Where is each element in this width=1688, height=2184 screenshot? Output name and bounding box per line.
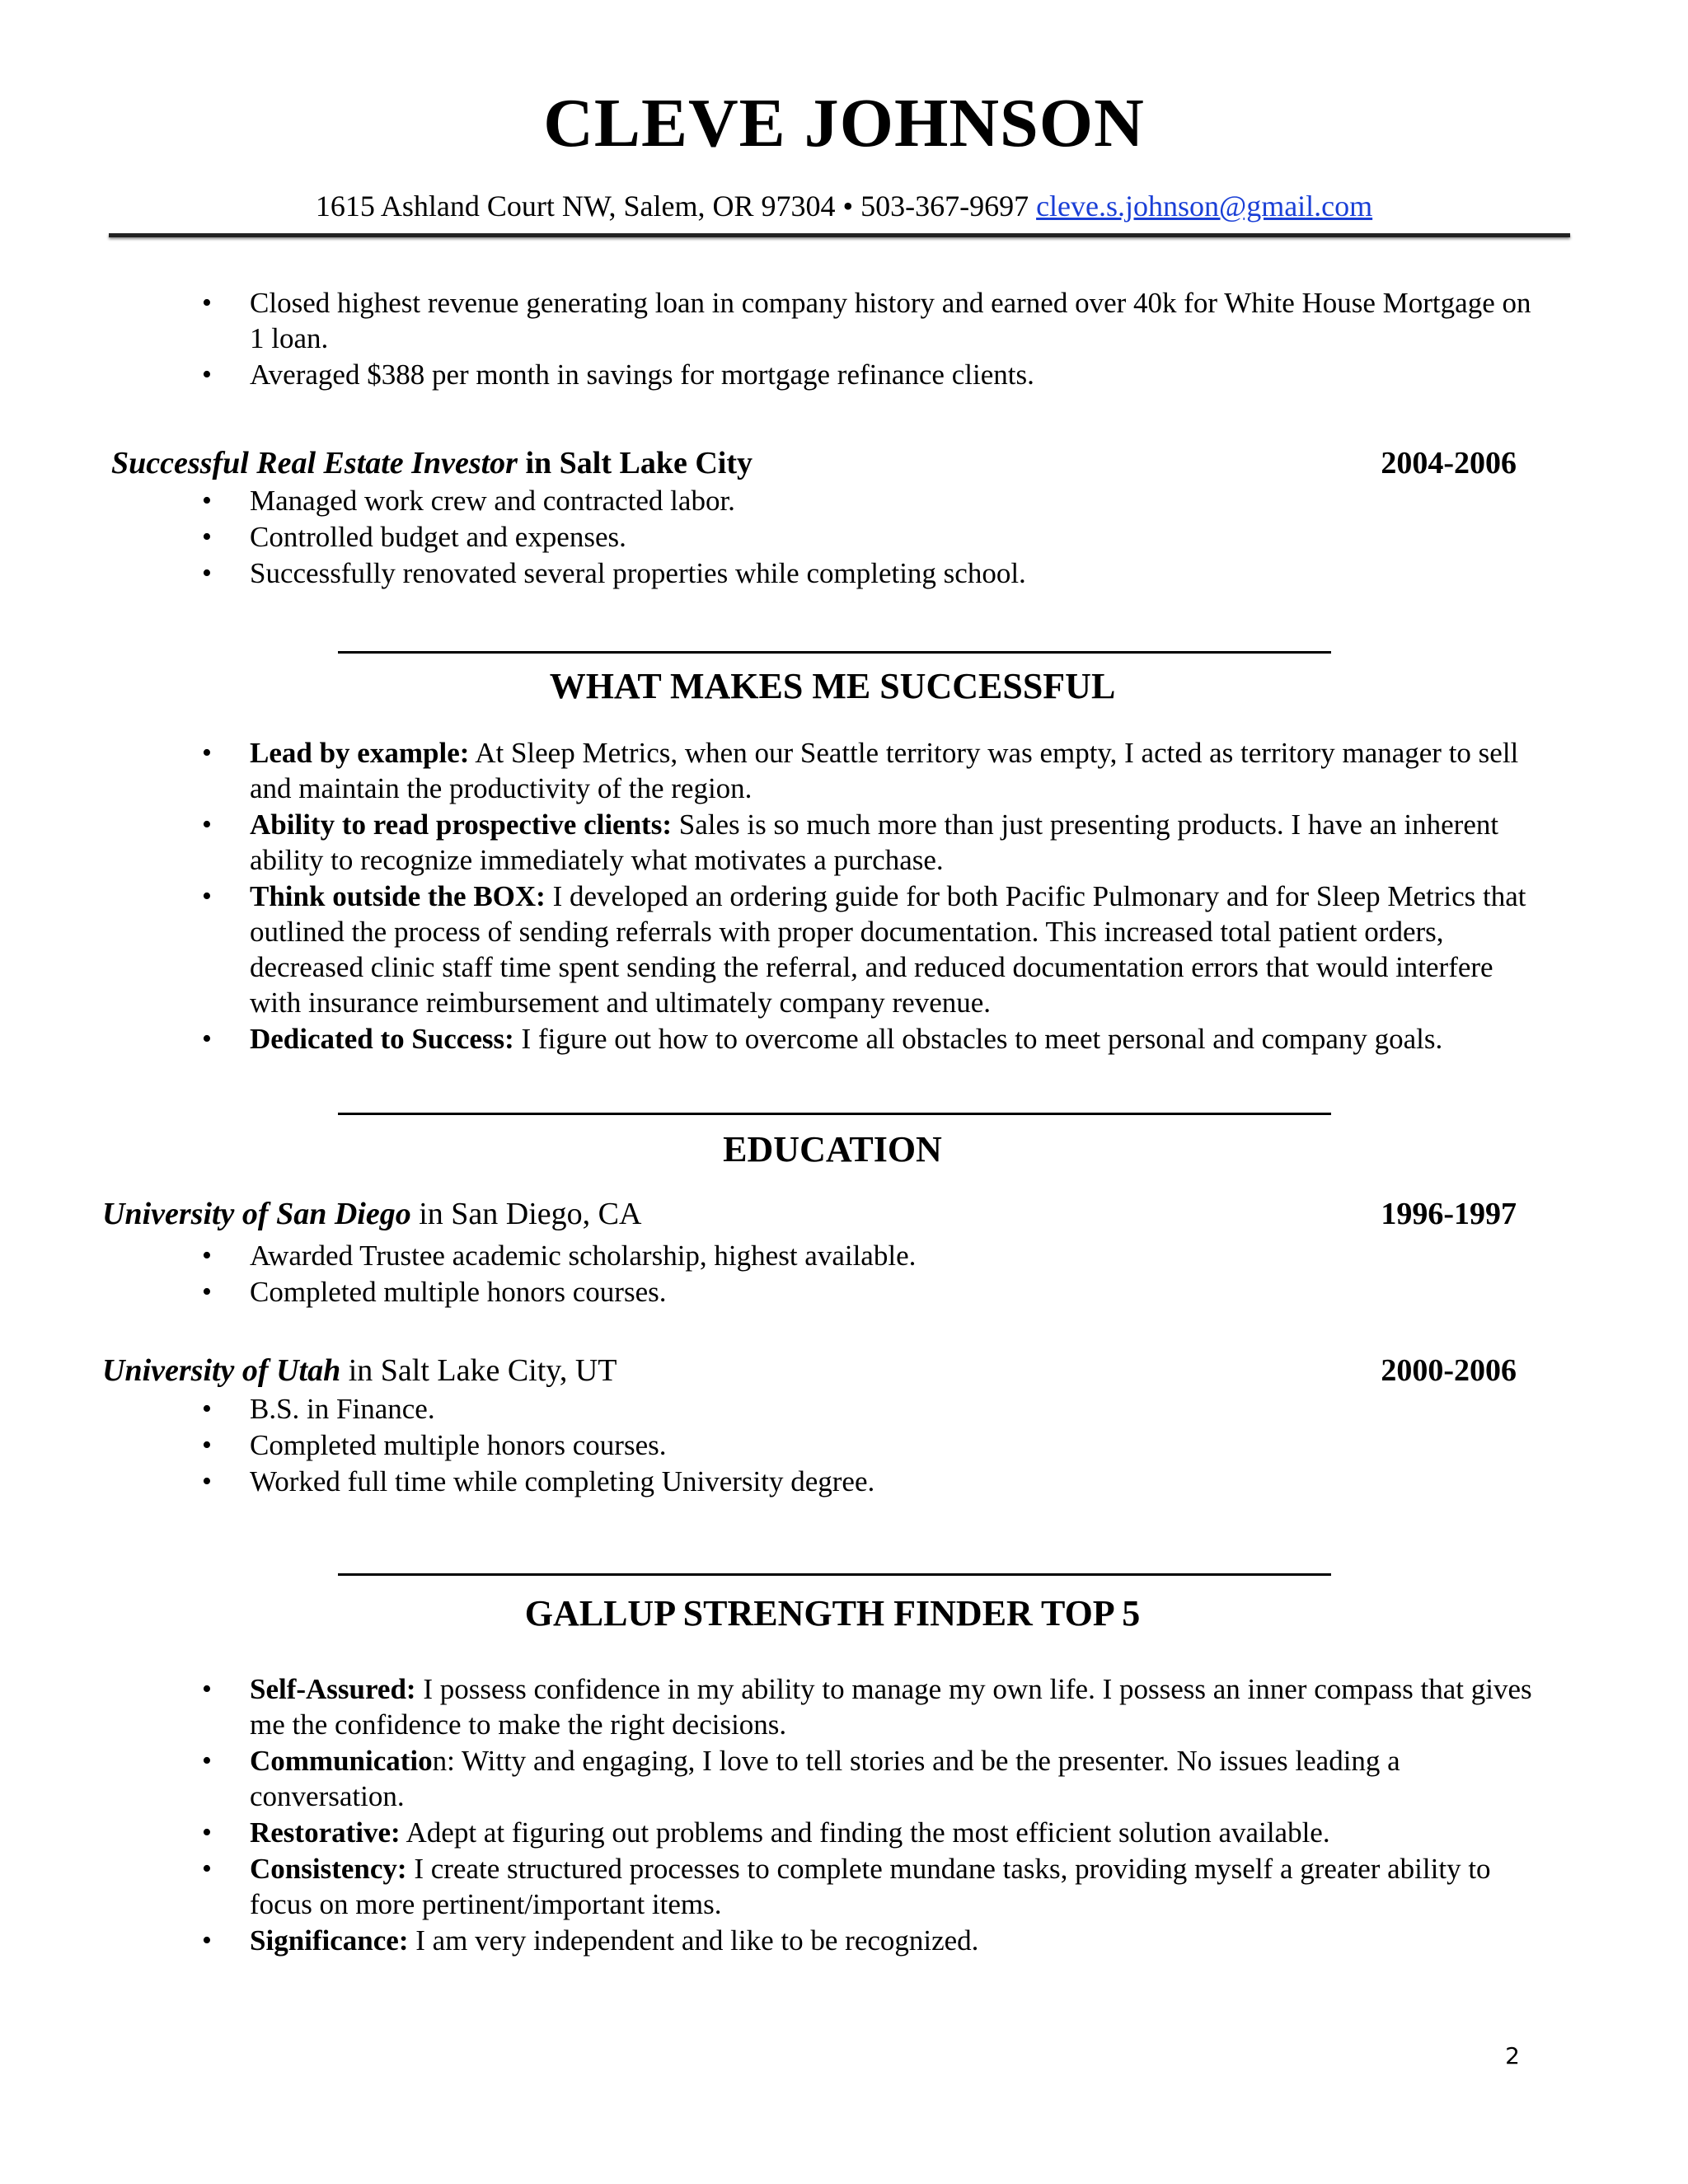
list-item: • Restorative: Adept at figuring out problems and finding the most efficient solution available. (202, 1816, 1330, 1849)
bullet-icon: • (202, 558, 212, 588)
list-item: • Dedicated to Success: I figure out how to overcome all obstacles to meet personal and company goals. (202, 1023, 1443, 1055)
bullet-icon: • (202, 359, 212, 390)
list-item: • Worked full time while completing University degree. (202, 1465, 875, 1497)
bullet-icon: • (202, 1024, 212, 1054)
school-location: in Salt Lake City, UT (348, 1353, 617, 1388)
success-list (202, 735, 1537, 1057)
list-item: • Ability to read prospective clients: Sales is so much more than just presenting products. I have an inherent ability to recognize immediately what motivates a purchase. (202, 808, 1499, 876)
job-title: Successful Real Estate Investor (111, 446, 518, 480)
list-item: • Significance: I am very independent and like to be recognized. (202, 1924, 979, 1957)
bullet-icon: • (202, 1394, 212, 1424)
contact-line (0, 185, 1688, 227)
list-item: • Communication: Witty and engaging, I love to tell stories and be the presenter. No issues leading a conversation. (202, 1745, 1400, 1812)
bullet-icon: • (202, 1277, 212, 1307)
school-bullets (202, 1238, 1537, 1310)
email-link[interactable]: cleve.s.johnson@gmail.com (1036, 190, 1373, 223)
list-item: • Consistency: I create structured processes to complete mundane tasks, providing myself a greater ability to focus on more pertinent/important items. (202, 1853, 1491, 1920)
bullet-icon: • (202, 485, 212, 516)
school-heading (102, 1350, 1517, 1391)
list-item: • Managed work crew and contracted labor. (202, 485, 735, 517)
list-item: • Think outside the BOX: I developed an ordering guide for both Pacific Pulmonary and for Sleep Metrics that outlined the process of sending referrals with proper documentation. This increased total patient orders, decreased clinic staff time spent sending the referral, and reduced documentation errors that would interfere with insurance reimbursement and ultimately company revenue. (202, 880, 1526, 1019)
job-dates: 2004-2006 (1381, 446, 1517, 480)
gallup-list (202, 1671, 1537, 1959)
bullet-icon: • (202, 738, 212, 768)
school-location: in San Diego, CA (419, 1197, 642, 1231)
bullet-icon: • (202, 1674, 212, 1704)
bullet-icon: • (202, 522, 212, 552)
list-item: • Awarded Trustee academic scholarship, highest available. (202, 1240, 917, 1272)
school-dates: 2000-2006 (1381, 1353, 1517, 1388)
list-item: • Successfully renovated several properties while completing school. (202, 557, 1026, 589)
section-divider (338, 1573, 1331, 1576)
list-item: • Self-Assured: I possess confidence in my ability to manage my own life. I possess an inner compass that gives me the confidence to make the right decisions. (202, 1673, 1532, 1741)
previous-job-bullets (202, 285, 1537, 393)
bullet-icon: • (202, 288, 212, 318)
bullet-icon: • (202, 1746, 212, 1776)
list-item: • Controlled budget and expenses. (202, 521, 626, 553)
bullet-icon: • (202, 1430, 212, 1460)
section-title-education: EDUCATION (723, 1129, 942, 1169)
page-number: 2 (1505, 2042, 1520, 2069)
school-name: University of Utah (102, 1353, 341, 1388)
school-heading (102, 1193, 1517, 1235)
bullet-icon: • (202, 1817, 212, 1848)
bullet-icon: • (202, 1240, 212, 1271)
list-item: • Closed highest revenue generating loan in company history and earned over 40k for White House Mortgage on 1 loan. (202, 287, 1531, 354)
school-dates: 1996-1997 (1381, 1197, 1517, 1231)
job-location: in Salt Lake City (525, 446, 753, 480)
list-item: • B.S. in Finance. (202, 1393, 435, 1425)
section-divider (338, 651, 1331, 654)
candidate-name: CLEVE JOHNSON (543, 85, 1145, 162)
section-title-success: WHAT MAKES ME SUCCESSFUL (549, 666, 1116, 706)
header-divider (109, 233, 1570, 237)
school-name: University of San Diego (102, 1197, 411, 1231)
bullet-icon: • (202, 1925, 212, 1956)
list-item: • Completed multiple honors courses. (202, 1429, 667, 1461)
section-title-gallup: GALLUP STRENGTH FINDER TOP 5 (524, 1593, 1141, 1633)
bullet-icon: • (202, 1854, 212, 1884)
bullet-icon: • (202, 809, 212, 840)
bullet-icon: • (202, 881, 212, 912)
list-item: • Lead by example: At Sleep Metrics, when our Seattle territory was empty, I acted as territory manager to sell and maintain the productivity of the region. (202, 737, 1519, 804)
bullet-icon: • (202, 1466, 212, 1497)
list-item: • Completed multiple honors courses. (202, 1276, 667, 1308)
job-heading (111, 443, 1517, 484)
list-item: • Averaged $388 per month in savings for mortgage refinance clients. (202, 359, 1034, 391)
school-bullets (202, 1391, 1537, 1500)
job-bullets (202, 483, 1537, 592)
contact-details: 1615 Ashland Court NW, Salem, OR 97304 • 503-367-9697 (315, 190, 1029, 223)
section-divider (338, 1113, 1331, 1115)
